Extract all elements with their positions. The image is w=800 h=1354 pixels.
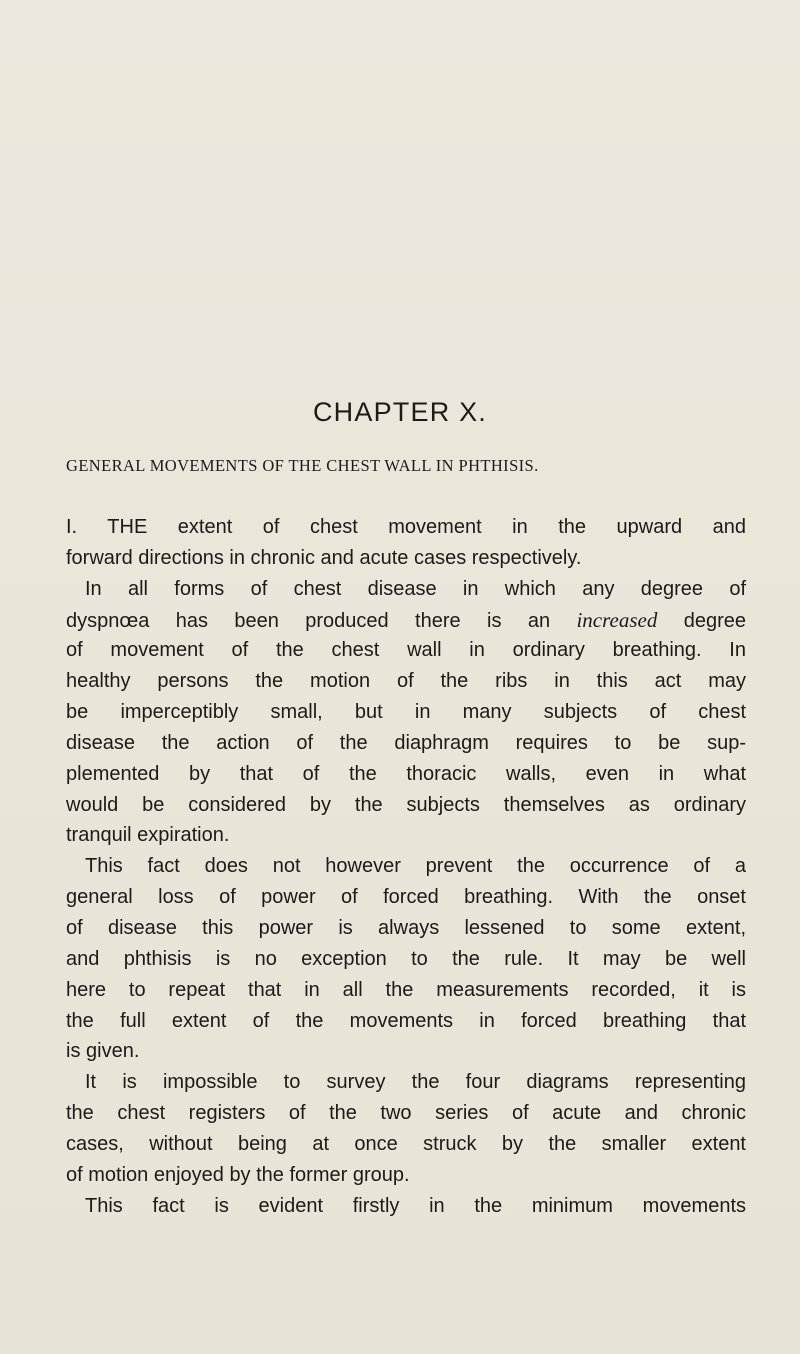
text-line: would be considered by the subjects themselves as ordinary xyxy=(66,793,746,816)
text-line: the chest registers of the two series of acute and chronic xyxy=(66,1102,746,1125)
text-line: plemented by that of the thoracic walls, even in what xyxy=(66,762,746,785)
text-line: here to repeat that in all the measurements recorded, it is xyxy=(66,978,746,1001)
text-line: healthy persons the motion of the ribs in this act may xyxy=(66,670,746,693)
line-text: degree xyxy=(683,609,747,632)
text-line: be imperceptibly small, but in many subjects of chest xyxy=(66,701,746,724)
text-line: of movement of the chest wall in ordinary breathing. In xyxy=(66,639,746,662)
text-line: tranquil expiration. xyxy=(66,824,230,847)
text-line: and phthisis is no exception to the rule. It may be well xyxy=(66,947,746,970)
italic-word: increased xyxy=(576,607,658,632)
text-line: This fact is evident firstly in the minimum movements xyxy=(85,1194,746,1217)
chapter-title: CHAPTER X. xyxy=(312,397,488,427)
text-line: the full extent of the movements in forced breathing that xyxy=(66,1009,746,1032)
line-text: dyspnœa has been produced there is an xyxy=(66,609,551,632)
text-line xyxy=(66,512,746,543)
text-line: of motion enjoyed by the former group. xyxy=(66,1163,410,1186)
text-line: This fact does not however prevent the occurrence of a xyxy=(85,855,746,878)
line-text: extent of chest movement in the upward and xyxy=(177,516,746,538)
text-line: cases, without being at once struck by the smaller extent xyxy=(66,1132,746,1155)
text-line: is given. xyxy=(66,1040,140,1063)
text-line: forward directions in chronic and acute cases respectively. xyxy=(66,546,582,569)
text-line: disease the action of the diaphragm requires to be sup- xyxy=(66,731,746,754)
section-heading: GENERAL MOVEMENTS OF THE CHEST WALL IN PHTHISIS. xyxy=(66,456,539,475)
text-line: general loss of power of forced breathing. With the onset xyxy=(66,886,746,909)
body-text xyxy=(66,512,746,1221)
text-line: It is impossible to survey the four diagrams representing xyxy=(85,1071,746,1094)
drop-word: THE xyxy=(107,516,148,538)
text-line xyxy=(66,605,746,636)
text-line: of disease this power is always lessened to some extent, xyxy=(66,916,746,939)
paragraph-number: I. xyxy=(66,516,78,538)
text-line: In all forms of chest disease in which any degree of xyxy=(85,577,746,600)
